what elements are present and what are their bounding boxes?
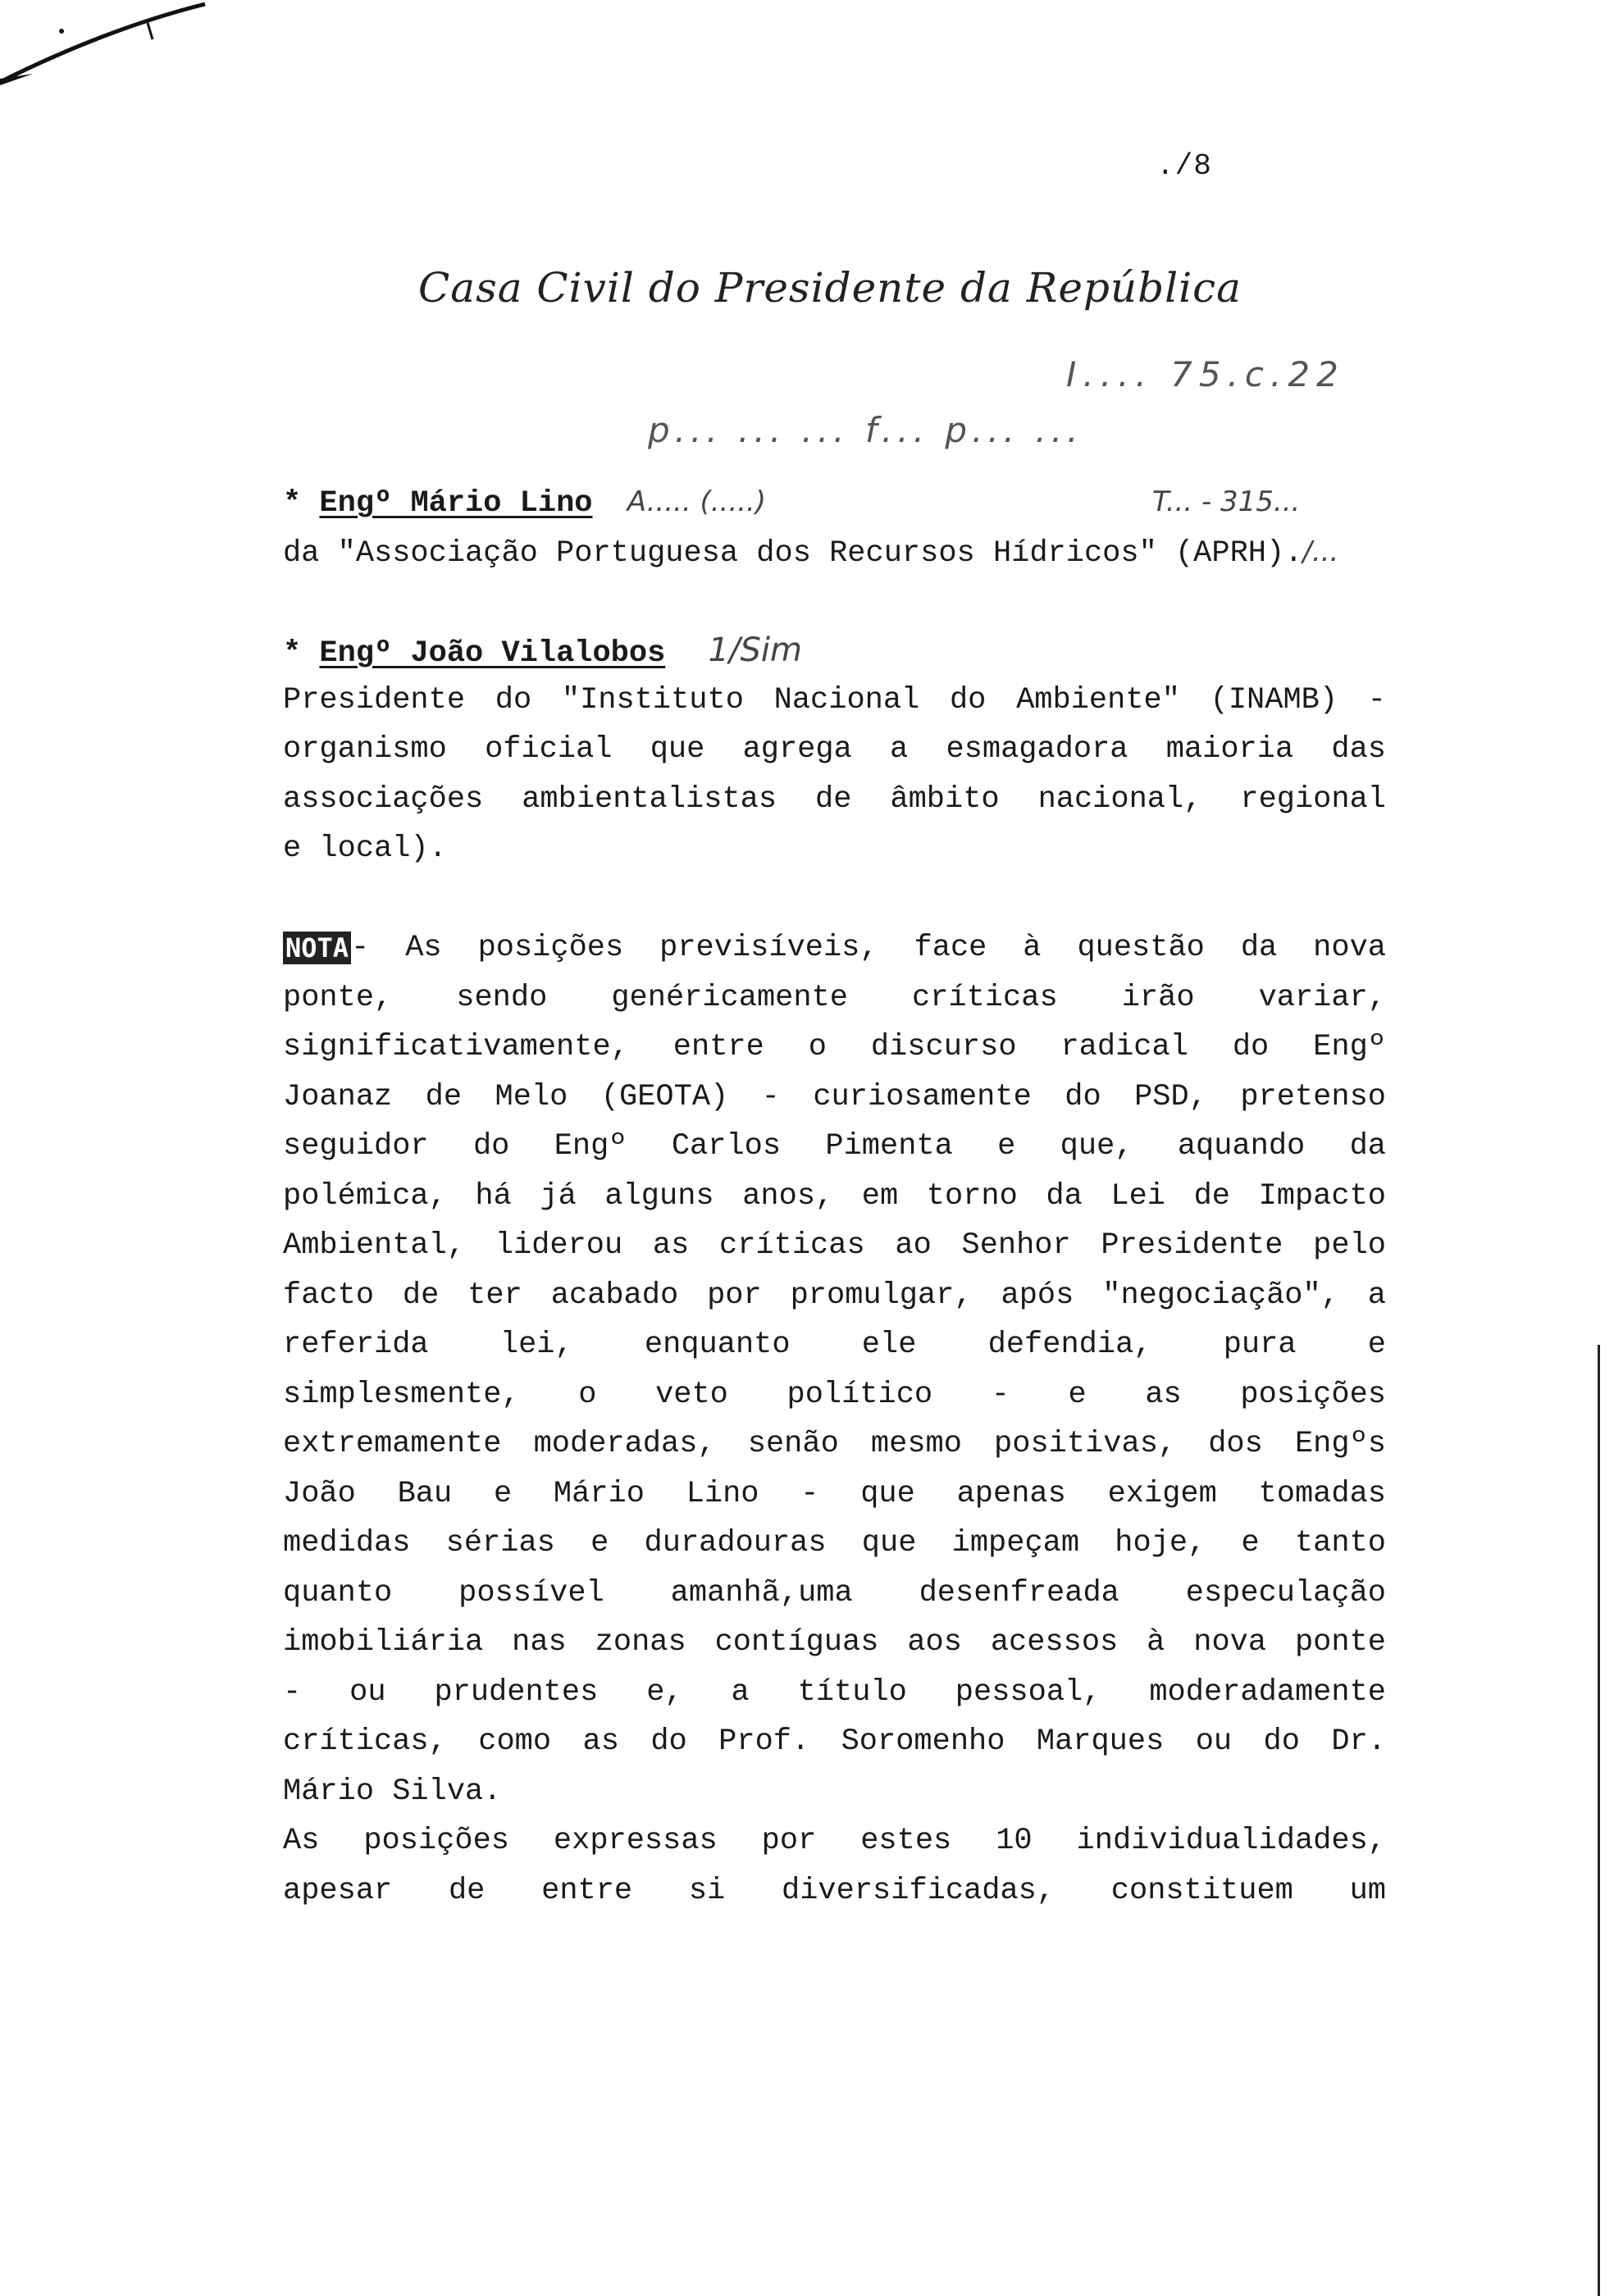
entry-name: Engº Mário Lino <box>319 486 593 521</box>
entry-line: organismo oficial que agrega a esmagadora maioria das <box>283 732 1386 767</box>
nota-line: As posições expressas por estes 10 individualidades, <box>283 1824 1386 1858</box>
handwritten-annotation: A..... (.....) <box>627 485 767 518</box>
nota-line: imobiliária nas zonas contíguas aos acessos à nova ponte <box>283 1625 1386 1660</box>
nota-line: facto de ter acabado por promulgar, após "negociação", a <box>283 1278 1386 1313</box>
entry-line: Presidente do "Instituto Nacional do Ambiente" (INAMB) - <box>283 682 1386 718</box>
nota-line: seguidor do Engº Carlos Pimenta e que, aquando da <box>283 1129 1386 1164</box>
nota-line: referida lei, enquanto ele defendia, pura e <box>283 1328 1386 1362</box>
nota-paragraph <box>283 923 1386 1916</box>
handwritten-annotation: 1/Sim <box>708 631 802 669</box>
entry-name: Engº João Vilalobos <box>319 636 666 671</box>
entry-joao-vilalobos <box>283 626 1386 874</box>
handwritten-annotation-right: T... - 315... <box>1152 485 1301 518</box>
nota-line: extremamente moderadas, senão mesmo positivas, dos Engºs <box>283 1427 1386 1461</box>
nota-line: João Bau e Mário Lino - que apenas exigem tomadas <box>283 1476 1386 1511</box>
entry-line: da "Associação Portuguesa dos Recursos Hídricos" (APRH)./... <box>283 535 1339 571</box>
nota-line: - ou prudentes e, a título pessoal, moderadamente <box>283 1674 1386 1710</box>
nota-line: Ambiental, liderou as críticas ao Senhor Presidente pelo <box>283 1228 1386 1263</box>
entry-line: e local). <box>283 831 447 866</box>
pen-stroke-mark <box>0 0 213 90</box>
nota-line: quanto possível amanhã,uma desenfreada especulação <box>283 1575 1386 1610</box>
handwritten-note-line-2: p... ... ... f... p... ... <box>648 410 1083 450</box>
nota-line: Mário Silva. <box>283 1774 502 1809</box>
handwritten-note-line-1: I.... 75.c.22 <box>1066 354 1345 394</box>
entry-heading: * Engº João Vilalobos 1/Sim <box>283 631 802 671</box>
scan-edge-line <box>1598 1345 1600 2296</box>
nota-line: críticas, como as do Prof. Soromenho Marques ou do Dr. <box>283 1724 1386 1759</box>
entry-mario-lino <box>283 477 1386 576</box>
nota-label: NOTA <box>283 932 351 964</box>
entry-heading: * Engº Mário Lino A..... (.....) T... - 315... <box>283 477 1386 527</box>
entry-line: associações ambientalistas de âmbito nacional, regional <box>283 781 1386 817</box>
letterhead-title: Casa Civil do Presidente da República <box>418 264 1242 312</box>
handwritten-tail: /... <box>1302 535 1339 568</box>
page-number: ./8 <box>1156 149 1212 183</box>
nota-line: simplesmente, o veto político - e as posições <box>283 1377 1386 1412</box>
nota-line: medidas sérias e duradouras que impeçam hoje, e tanto <box>283 1526 1386 1560</box>
nota-line: significativamente, entre o discurso radical do Engº <box>283 1030 1386 1064</box>
nota-first-line: NOTA - As posições previsíveis, face à questão da nova <box>283 923 1386 973</box>
nota-line: Joanaz de Melo (GEOTA) - curiosamente do PSD, pretenso <box>283 1079 1386 1114</box>
nota-line: apesar de entre si diversificadas, constituem um <box>283 1873 1386 1908</box>
nota-line: polémica, há já alguns anos, em torno da Lei de Impacto <box>283 1178 1386 1214</box>
nota-line: ponte, sendo genéricamente críticas irão variar, <box>283 980 1386 1015</box>
